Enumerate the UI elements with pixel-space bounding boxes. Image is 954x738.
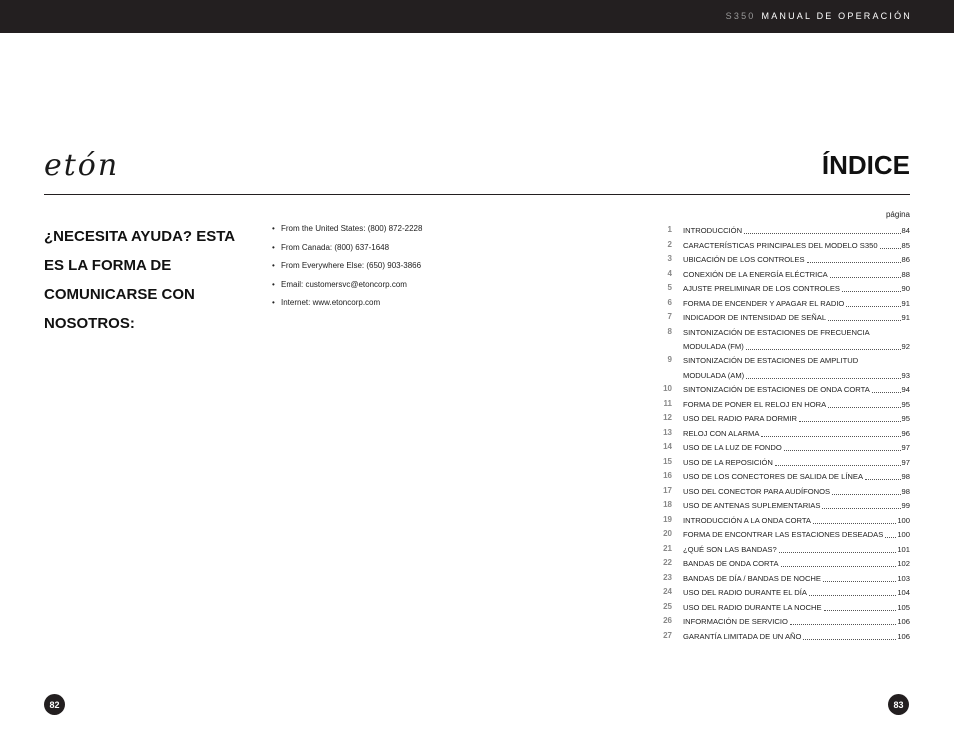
toc-entry-number: 27 (663, 630, 672, 640)
dot-leader (846, 305, 900, 307)
toc-entry-page: 98 (901, 472, 910, 482)
header-model: S350 (725, 11, 756, 21)
dot-leader (828, 406, 900, 408)
toc-entry-line (683, 255, 910, 265)
toc-entry-number: 4 (667, 268, 672, 278)
toc-entry-page: 90 (901, 284, 910, 293)
toc-entry-number: 8 (667, 326, 672, 336)
toc-entry-title: USO DE LA REPOSICIÓN (683, 457, 773, 467)
toc-entry-page: 96 (901, 428, 910, 438)
toc-entry (652, 470, 910, 485)
toc-entry-number: 17 (663, 485, 672, 495)
toc-entry (652, 412, 910, 427)
toc-entry (652, 311, 910, 326)
toc-entry-number: 5 (667, 283, 672, 292)
toc-entry-line (683, 617, 910, 627)
toc-entry-page: 106 (897, 617, 910, 627)
toc-entry (652, 427, 910, 442)
toc-entry-page: 95 (901, 414, 910, 424)
dot-leader (790, 623, 896, 625)
toc-entry (652, 297, 910, 312)
toc-entry-number: 20 (663, 529, 672, 539)
toc-entry-number: 3 (667, 254, 672, 263)
toc-entry-title: CONEXIÓN DE LA ENERGÍA ELÉCTRICA (683, 269, 828, 279)
dot-leader (865, 478, 900, 480)
toc-entry-line (683, 284, 910, 294)
toc-entry-number: 11 (663, 398, 672, 408)
toc-entry-title: INTRODUCCIÓN (683, 226, 743, 235)
toc-entry-number: 24 (663, 587, 672, 597)
brand-logo: etón (44, 148, 120, 183)
toc-entry-line (683, 328, 910, 338)
dot-leader (799, 420, 901, 422)
dot-leader (813, 522, 896, 524)
toc-entry-title: FORMA DE ENCENDER Y APAGAR EL RADIO (683, 298, 845, 308)
toc-entry-title: SINTONIZACIÓN DE ESTACIONES DE FRECUENCIA (683, 327, 870, 337)
toc-entry (652, 514, 910, 529)
toc-entry-line (683, 299, 910, 309)
contact-text: From the United States: (800) 872-2228 (281, 224, 423, 233)
toc-entry-title: ¿QUÉ SON LAS BANDAS? (683, 544, 777, 554)
toc-entry (652, 253, 910, 268)
dot-leader (880, 247, 901, 249)
toc-entry-page: 106 (897, 631, 910, 641)
toc-entry-title: RELOJ CON ALARMA (683, 428, 760, 438)
toc-entry-title-continued: MODULADA (FM) (683, 342, 744, 351)
toc-entry-title: INDICADOR DE INTENSIDAD DE SEÑAL (683, 313, 827, 322)
toc-entry-line (683, 458, 910, 468)
toc-entry (652, 441, 910, 456)
toc-entry-page: 105 (897, 602, 910, 612)
toc-entry-line (683, 487, 910, 497)
toc-entry-line (683, 588, 910, 598)
toc-entry-title: SINTONIZACIÓN DE ESTACIONES DE AMPLITUD (683, 356, 859, 366)
toc-entry-page: 91 (901, 298, 910, 308)
bullet-icon: • (272, 224, 275, 233)
toc-entry (652, 572, 910, 587)
toc-entry-page: 100 (897, 530, 910, 540)
running-header (726, 11, 912, 21)
toc-entry-number: 10 (663, 384, 672, 394)
contact-item (272, 280, 422, 299)
toc-entry-number: 26 (663, 616, 672, 626)
toc-entry-number: 18 (663, 500, 672, 510)
toc-entry-number: 23 (663, 572, 672, 582)
toc-page-column-label: página (885, 210, 910, 219)
dot-leader (807, 261, 901, 263)
divider-rule (44, 194, 910, 195)
toc-entry-line (683, 270, 910, 280)
toc-entry-title-continued: MODULADA (AM) (683, 370, 745, 380)
toc-entry-number: 16 (663, 471, 672, 481)
toc-entry-line (683, 313, 910, 323)
contact-item (272, 261, 422, 280)
contact-list (272, 224, 422, 317)
toc-entry-title: BANDAS DE DÍA / BANDAS DE NOCHE (683, 573, 821, 583)
bullet-icon: • (272, 298, 275, 307)
dot-leader (832, 493, 900, 495)
toc-entry-title: FORMA DE PONER EL RELOJ EN HORA (683, 399, 827, 409)
contact-email: Email: customersvc@etoncorp.com (281, 279, 407, 289)
toc-entry-title: USO DE LOS CONECTORES DE SALIDA DE LÍNEA (683, 472, 864, 482)
toc-entry-line (683, 342, 910, 352)
contact-text: From Canada: (800) 637-1648 (281, 242, 390, 252)
page-number-right: 83 (888, 694, 909, 715)
toc-entry-title: SINTONIZACIÓN DE ESTACIONES DE ONDA CORTA (683, 385, 870, 395)
help-heading: ¿NECESITA AYUDA? ESTA ES LA FORMA DE COMUNICARSE CON NOSOTROS: (44, 228, 235, 332)
dot-leader (775, 464, 901, 466)
toc-entry-line (683, 603, 910, 613)
contact-item (272, 224, 422, 243)
toc-entry (652, 485, 910, 500)
toc-entry-title: USO DEL CONECTOR PARA AUDÍFONOS (683, 486, 831, 496)
toc-entry-page: 86 (901, 255, 910, 264)
toc-entry-page: 98 (901, 486, 910, 496)
toc-entry-number: 19 (663, 514, 672, 524)
toc-entry-number: 9 (667, 355, 672, 365)
toc-entry (652, 268, 910, 283)
dot-leader (779, 551, 897, 553)
dot-leader (784, 449, 901, 451)
toc-entry-page: 101 (897, 544, 910, 554)
toc-entry-number: 21 (663, 543, 672, 553)
dot-leader (746, 348, 901, 350)
toc-entry-line (683, 443, 910, 453)
bullet-icon: • (272, 279, 275, 289)
dot-leader (824, 609, 897, 611)
toc-entry-number: 14 (663, 442, 672, 452)
toc-entry (652, 456, 910, 471)
toc-entry (652, 354, 910, 383)
toc-entry-line (683, 516, 910, 526)
toc-entry-line (683, 545, 910, 555)
dot-leader (842, 290, 901, 292)
toc-entry-line (683, 530, 910, 540)
toc-entry (652, 499, 910, 514)
toc-entry-page: 99 (901, 501, 910, 511)
dot-leader (885, 536, 896, 538)
toc-entry-title: GARANTÍA LIMITADA DE UN AÑO (683, 631, 802, 641)
toc-entry-line (683, 414, 910, 424)
dot-leader (830, 276, 901, 278)
toc-entry (652, 615, 910, 630)
toc-entry-number: 1 (667, 225, 672, 234)
dot-leader (803, 638, 896, 640)
toc-entry-title: INFORMACIÓN DE SERVICIO (683, 617, 788, 627)
toc-entry-page: 104 (897, 588, 910, 598)
toc-entry-page: 85 (901, 240, 910, 250)
contact-text: From Everywhere Else: (650) 903-3866 (281, 261, 422, 270)
toc-entry-page: 97 (901, 443, 910, 453)
dot-leader (822, 507, 900, 509)
toc-entry-page: 91 (901, 313, 910, 322)
contact-item (272, 243, 422, 262)
toc-entry-page: 92 (901, 342, 910, 351)
toc-entry-line (683, 472, 910, 482)
toc-entry-title: USO DEL RADIO DURANTE LA NOCHE (683, 602, 822, 612)
toc-entry-number: 15 (663, 456, 672, 466)
toc-entry-number: 7 (667, 312, 672, 321)
toc-entry-line (683, 429, 910, 439)
contact-website: Internet: www.etoncorp.com (281, 298, 381, 307)
toc-entry-page: 102 (897, 559, 910, 569)
dot-leader (828, 319, 901, 321)
toc-entry-line (683, 241, 910, 251)
toc-entry-title: AJUSTE PRELIMINAR DE LOS CONTROLES (683, 284, 840, 293)
toc-entry-title: CARACTERÍSTICAS PRINCIPALES DEL MODELO S350 (683, 240, 878, 250)
toc-entry (652, 383, 910, 398)
toc-entry-number: 22 (663, 558, 672, 568)
toc-entry-line (683, 356, 910, 366)
header-bar (0, 0, 954, 33)
toc-entry-title: UBICACIÓN DE LOS CONTROLES (683, 255, 805, 264)
dot-leader (809, 594, 896, 596)
toc-entry (652, 239, 910, 254)
toc-entry-line (683, 574, 910, 584)
toc-entry-number: 2 (667, 239, 672, 249)
toc-entry-page: 88 (901, 269, 910, 279)
page-number-left: 82 (44, 694, 65, 715)
toc-entry (652, 557, 910, 572)
toc-entry-line (683, 501, 910, 511)
toc-entry-page: 100 (897, 515, 910, 525)
toc-entry (652, 601, 910, 616)
toc-entry-page: 95 (901, 399, 910, 409)
dot-leader (781, 565, 897, 567)
dot-leader (761, 435, 900, 437)
dot-leader (746, 377, 900, 379)
header-title: MANUAL DE OPERACIÓN (761, 11, 912, 21)
toc-entry-line (683, 632, 910, 642)
toc-entry-title: USO DE LA LUZ DE FONDO (683, 443, 782, 453)
toc-entry (652, 630, 910, 645)
toc-entry-line (683, 559, 910, 569)
toc-entry (652, 224, 910, 239)
bullet-icon: • (272, 242, 275, 252)
toc-entry-page: 94 (901, 385, 910, 395)
toc-entry-page: 93 (901, 370, 910, 380)
toc-entry-title: BANDAS DE ONDA CORTA (683, 559, 779, 569)
toc-entry-line (683, 226, 910, 236)
toc-entry (652, 528, 910, 543)
toc-entry-page: 97 (901, 457, 910, 467)
toc-entry-title: USO DE ANTENAS SUPLEMENTARIAS (683, 501, 821, 511)
dot-leader (823, 580, 896, 582)
toc-entry-number: 25 (663, 601, 672, 611)
dot-leader (872, 391, 901, 393)
toc-entry-title: USO DEL RADIO PARA DORMIR (683, 414, 797, 424)
toc-entry-number: 12 (663, 413, 672, 423)
toc-entry-title: FORMA DE ENCONTRAR LAS ESTACIONES DESEADAS (683, 530, 884, 540)
toc-entry (652, 543, 910, 558)
toc-entry-line (683, 385, 910, 395)
toc-entry (652, 326, 910, 355)
toc-entry-page: 103 (897, 573, 910, 583)
toc-entry (652, 586, 910, 601)
dot-leader (744, 232, 900, 234)
bullet-icon: • (272, 261, 275, 270)
toc-entry-line (683, 371, 910, 381)
table-of-contents (652, 224, 910, 644)
contact-item (272, 298, 422, 317)
toc-entry-title: INTRODUCCIÓN A LA ONDA CORTA (683, 515, 811, 525)
toc-entry (652, 398, 910, 413)
toc-entry (652, 282, 910, 297)
page-title: ÍNDICE (821, 150, 910, 180)
toc-entry-page: 84 (901, 226, 910, 235)
toc-entry-number: 6 (667, 297, 672, 307)
toc-entry-line (683, 400, 910, 410)
toc-entry-title: USO DEL RADIO DURANTE EL DÍA (683, 588, 807, 598)
toc-entry-number: 13 (663, 427, 672, 437)
